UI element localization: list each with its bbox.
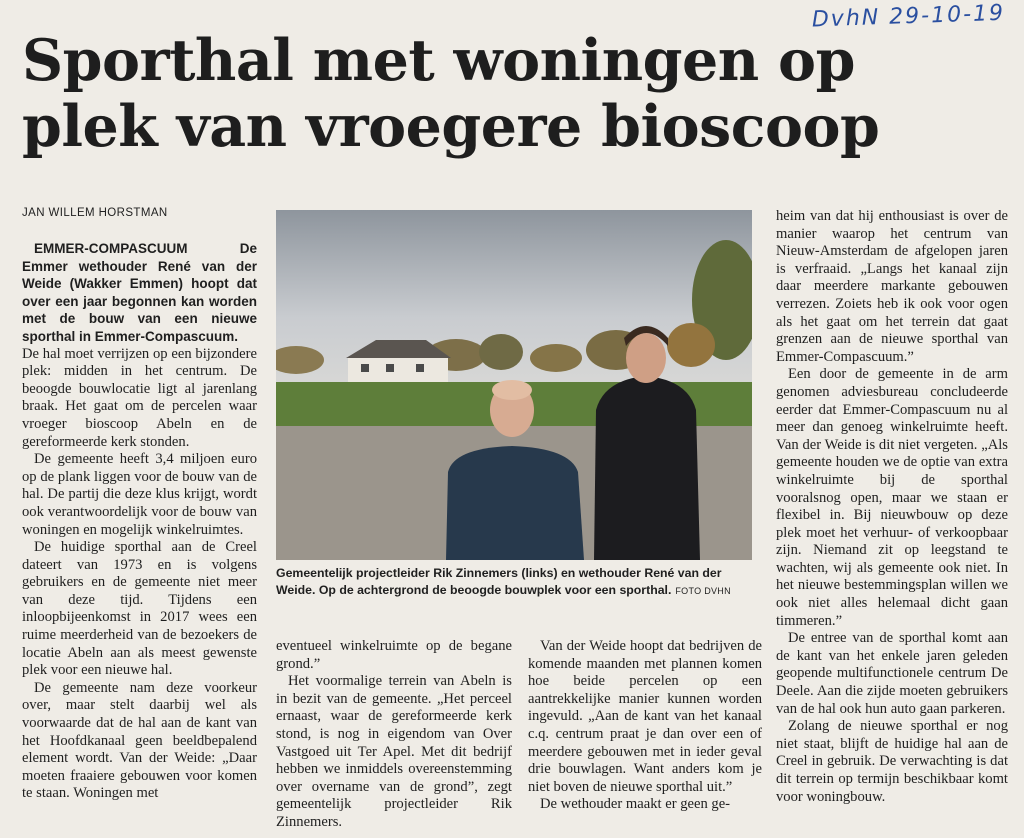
col2-paragraph-1: eventueel winkelruimte op de begane grond.” [276,638,512,672]
col3-paragraph-1: Van der Weide hoopt dat bedrijven de komende maanden met plannen komen hoe beide percelen op een aantrekkelijke manier kunnen worden ingevuld. „Aan de kant van het kanaal c.q. centrum praat je dan over een of meerdere gebouwen met in ieder geval drie bouwlagen. Want anders kom je niet boven de nieuwe sporthal uit.” [528,638,762,795]
col4-paragraph-3: De entree van de sporthal komt aan de kant van het enkele jaren geleden geopende multifunctionele centrum De Deele. Aan die zijde moeten gebruikers van de hal ook hun auto gaan parkeren. [776,630,1008,717]
col1-paragraph-2: De gemeente heeft 3,4 miljoen euro op de plank liggen voor de bouw van de hal. De partij die deze klus krijgt, wordt ook verantwoordelijk voor de bouw van woningen en mogelijk winkelruimtes. [22,451,257,538]
col1-paragraph-4: De gemeente nam deze voorkeur over, maar stelt daarbij wel als voorwaarde dat de hal aan de kant van het Hoofdkanaal geen beeldbepalend element wordt. Van der Weide: „Daar moeten fraaiere gebouwen voor komen te staan. Woningen met [22,679,257,802]
handwritten-date-note: DvhN 29-10-19 [811,0,1006,33]
lead-paragraph: EMMER-COMPASCUUM De Emmer wethouder René van der Weide (Wakker Emmen) hoopt dat over een jaar begonnen kan worden met de bouw van een nieuwe sporthal in Emmer-Compascuum. [22,241,257,344]
column-3 [528,638,762,814]
column-2 [276,638,512,832]
col2-paragraph-2: Het voormalige terrein van Abeln is in bezit van de gemeente. „Het perceel ernaast, waar de gereformeerde kerk stond, is nog in eigendom van Over Vastgoed uit Ter Apel. Met dit bedrijf hebben we inmiddels overeenstemming over overname van de grond”, zegt gemeentelijk projectleider Rik Zinnemers. [276,673,512,830]
photo-credit: FOTO DVHN [675,585,731,596]
article-headline [22,28,1022,160]
photo-illustration [276,210,752,560]
headline-line-1: Sporthal met woningen op [22,27,855,94]
photo-caption [276,565,758,599]
col3-paragraph-2: De wethouder maakt er geen ge- [540,796,731,813]
col1-paragraph-1: De hal moet verrijzen op een bijzondere plek: midden in het centrum. De beoogde bouwlocatie ligt al jarenlang braak. Het gaat om de percelen waar vroeger bioscoop Abeln en de gereformeerde kerk stonden. [22,345,257,450]
byline: JAN WILLEM HORSTMAN [22,207,168,219]
column-1 [22,240,257,803]
photo-caption-text: Gemeentelijk projectleider Rik Zinnemers (links) en wethouder René van der Weide. Op de achtergrond de beoogde bouwplek voor een sporthal. [276,566,722,597]
headline-line-2: plek van vroegere bioscoop [22,93,880,160]
col4-paragraph-4: Zolang de nieuwe sporthal er nog niet staat, blijft de huidige hal aan de Creel in gebruik. De verwachting is dat dit terrein op termijn beschikbaar komt voor woningbouw. [776,718,1008,805]
column-4 [776,208,1008,806]
article-photo [276,210,752,560]
col1-paragraph-3: De huidige sporthal aan de Creel dateert van 1973 en is volgens gebruikers en de gemeente niet meer van deze tijd. Tijdens een inloopbijeenkomst in 2017 wees een ruime meerderheid van de bezoekers de locatie Abeln aan als meest gewenste plek voor een nieuwe hal. [22,539,257,679]
col4-paragraph-1: heim van dat hij enthousiast is over de manier waarop het centrum van Nieuw-Amsterdam de afgelopen jaren is verfraaid. „Langs het kanaal zijn daar meerdere markante gebouwen verrezen. Zoiets heb ik ook voor ogen als het gaat om het terrein dat gaat grenzen aan de nieuwe sporthal van Emmer-Compascuum.” [776,208,1008,365]
col4-paragraph-2: Een door de gemeente in de arm genomen adviesbureau concludeerde eerder dat Emmer-Compascuum nu al meer dan genoeg winkelruimte heeft. Van der Weide is dit niet vergeten. „Als gemeente houden we de optie van extra winkelruimte bij de sporthal vooralsnog open, maar we staan er flexibel in. Bij nieuwbouw op deze plek moet het verhuur- of verkoopbaar zijn. Niemand zit op leegstand te wachten, wij als gemeente ook niet. In het nieuwe bestemmingsplan willen we ook niet alles helemaal dicht gaan timmeren.” [776,366,1008,629]
